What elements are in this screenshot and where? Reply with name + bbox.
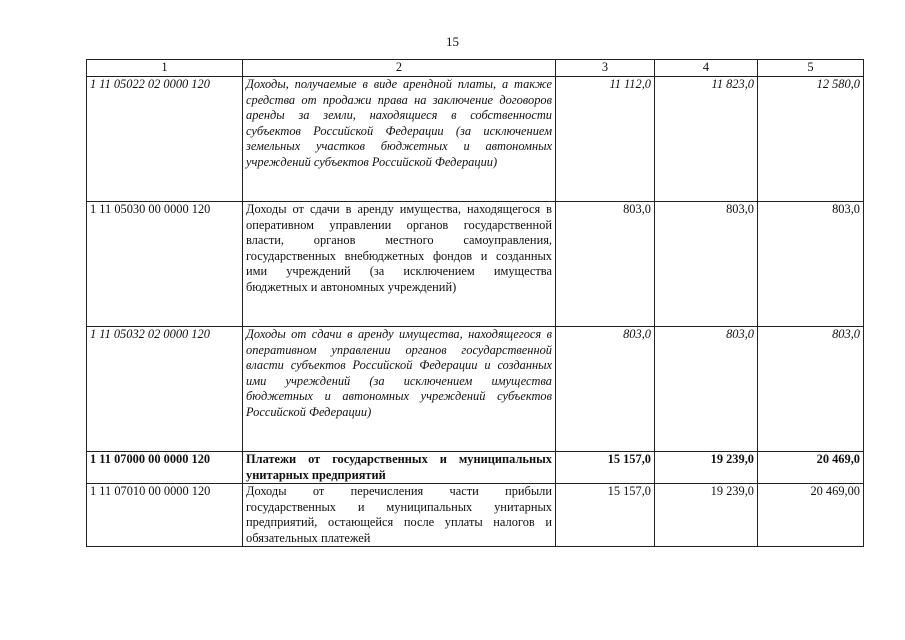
column-header-2: 2	[243, 60, 556, 77]
value-col-4: 803,0	[655, 202, 758, 327]
value-col-4: 19 239,0	[655, 452, 758, 484]
page-number: 15	[446, 34, 459, 49]
budget-code: 1 11 07000 00 0000 120	[87, 452, 243, 484]
table-header-row	[87, 60, 864, 77]
table-row	[87, 452, 864, 484]
value-col-4: 803,0	[655, 327, 758, 452]
value-col-3: 803,0	[556, 202, 655, 327]
budget-code: 1 11 07010 00 0000 120	[87, 484, 243, 547]
table-row	[87, 484, 864, 547]
revenue-name: Доходы, получаемые в виде арендной платы, а также средства от продажи права на заключение договоров аренды за земли, находящиеся в собственности субъектов Российской Федерации (за исключением земельных участков бюджетных и автономных учреждений субъектов Российской Федерации)	[243, 77, 556, 202]
column-header-4: 4	[655, 60, 758, 77]
value-col-4: 19 239,0	[655, 484, 758, 547]
value-col-3: 15 157,0	[556, 484, 655, 547]
table-row	[87, 202, 864, 327]
table-row	[87, 327, 864, 452]
value-col-4: 11 823,0	[655, 77, 758, 202]
revenue-name: Доходы от сдачи в аренду имущества, находящегося в оперативном управлении органов государственной власти, органов местного самоуправления, государственных внебюджетных фондов и созданных ими учреждений (за исключением имущества бюджетных и автономных учреждений)	[243, 202, 556, 327]
table-row	[87, 77, 864, 202]
budget-code: 1 11 05022 02 0000 120	[87, 77, 243, 202]
revenue-name: Доходы от перечисления части прибыли государственных и муниципальных унитарных предприятий, остающейся после уплаты налогов и обязательных платежей	[243, 484, 556, 547]
column-header-5: 5	[758, 60, 864, 77]
revenue-name: Доходы от сдачи в аренду имущества, находящегося в оперативном управлении органов государственной власти субъектов Российской Федерации и созданных ими учреждений (за исключением имущества бюджетных и автономных учреждений субъектов Российской Федерации)	[243, 327, 556, 452]
budget-code: 1 11 05032 02 0000 120	[87, 327, 243, 452]
value-col-5: 20 469,0	[758, 452, 864, 484]
column-header-1: 1	[87, 60, 243, 77]
revenue-name: Платежи от государственных и муниципальных унитарных предприятий	[243, 452, 556, 484]
value-col-5: 803,0	[758, 327, 864, 452]
value-col-5: 803,0	[758, 202, 864, 327]
value-col-3: 11 112,0	[556, 77, 655, 202]
value-col-3: 803,0	[556, 327, 655, 452]
column-header-3: 3	[556, 60, 655, 77]
value-col-5: 12 580,0	[758, 77, 864, 202]
budget-code: 1 11 05030 00 0000 120	[87, 202, 243, 327]
value-col-3: 15 157,0	[556, 452, 655, 484]
revenue-table	[86, 59, 864, 547]
value-col-5: 20 469,00	[758, 484, 864, 547]
